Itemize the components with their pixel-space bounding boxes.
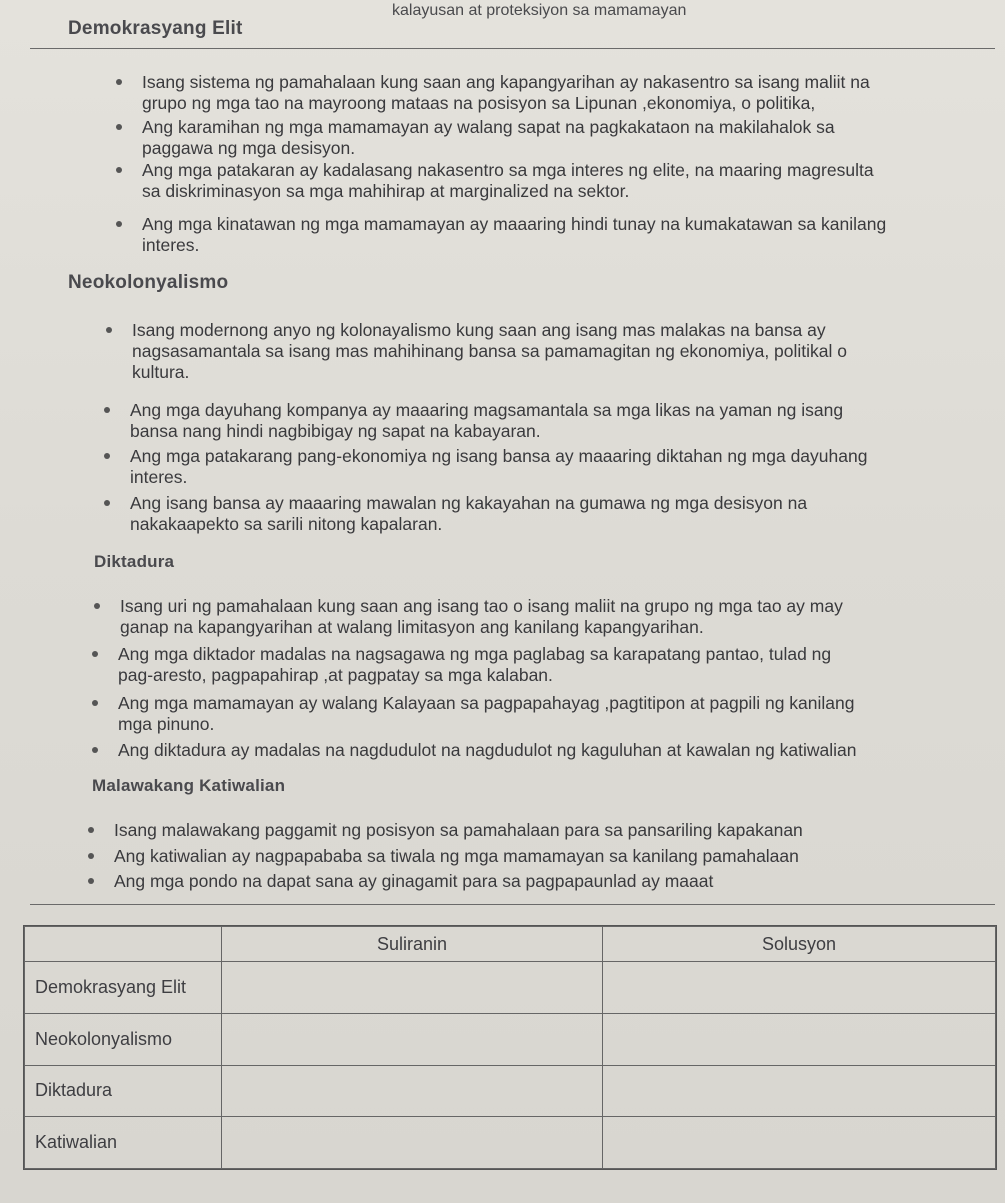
bullet-icon <box>116 167 122 173</box>
list-item: Isang uri ng pamahalaan kung saan ang isang tao o isang maliit na grupo ng mga tao ay may ganap na kapangyarihan at walang limitasyon ang kanilang kapangyarihan. <box>120 596 843 638</box>
list-item: Ang mga kinatawan ng mga mamamayan ay maaaring hindi tunay na kumakatawan sa kanilang interes. <box>142 214 886 256</box>
table-row <box>25 1013 996 1065</box>
suliranin-cell[interactable] <box>222 1013 603 1065</box>
list-item: Ang katiwalian ay nagpapababa sa tiwala ng mga mamamayan sa kanilang pamahalaan <box>114 846 799 867</box>
top-caption: kalayusan at proteksiyon sa mamamayan <box>392 2 687 19</box>
list-item: Isang malawakang paggamit ng posisyon sa pamahalaan para sa pansariling kapakanan <box>114 820 803 841</box>
list-item: Ang mga diktador madalas na nagsagawa ng mga paglabag sa karapatang pantao, tulad ng pag-aresto, pagpapahirap ,at pagpatay sa mga kalaban. <box>118 644 831 686</box>
bullet-icon <box>116 221 122 227</box>
table-header-blank <box>25 927 222 962</box>
bullet-icon <box>92 651 98 657</box>
list-item: Ang mga pondo na dapat sana ay ginagamit para sa pagpapaunlad ay maaat <box>114 871 713 892</box>
bullet-icon <box>94 603 100 609</box>
section-title-diktadura: Diktadura <box>94 552 175 571</box>
bullet-icon <box>88 878 94 884</box>
row-label: Diktadura <box>25 1065 222 1117</box>
section-title-neokolonyalismo: Neokolonyalismo <box>68 272 229 293</box>
row-label: Neokolonyalismo <box>25 1013 222 1065</box>
table-row <box>25 1065 996 1117</box>
list-item: Isang sistema ng pamahalaan kung saan ang kapangyarihan ay nakasentro sa isang maliit na grupo ng mga tao na mayroong mataas na posisyon sa Lipunan ,ekonomiya, o politika, <box>142 72 870 114</box>
bullet-icon <box>116 124 122 130</box>
bullet-icon <box>88 853 94 859</box>
solusyon-cell[interactable] <box>603 1013 996 1065</box>
bullet-icon <box>104 500 110 506</box>
list-item: Ang isang bansa ay maaaring mawalan ng kakayahan na gumawa ng mga desisyon na nakakaapekto sa sarili nitong kapalaran. <box>130 493 807 535</box>
bullet-icon <box>92 747 98 753</box>
row-label: Demokrasyang Elit <box>25 962 222 1014</box>
solusyon-cell[interactable] <box>603 962 996 1014</box>
list-item: Ang mga dayuhang kompanya ay maaaring magsamantala sa mga likas na yaman ng isang bansa nang hindi nagbibigay ng sapat na kabayaran. <box>130 400 843 442</box>
suliranin-cell[interactable] <box>222 1117 603 1169</box>
bullet-icon <box>116 79 122 85</box>
table-row <box>25 962 996 1014</box>
answer-table <box>23 925 997 1170</box>
bullet-icon <box>88 827 94 833</box>
list-item: Ang mga mamamayan ay walang Kalayaan sa pagpapahayag ,pagtitipon at pagpili ng kanilang mga pinuno. <box>118 693 854 735</box>
suliranin-cell[interactable] <box>222 962 603 1014</box>
bullet-icon <box>92 700 98 706</box>
list-item: Isang modernong anyo ng kolonayalismo kung saan ang isang mas malakas na bansa ay nagsasamantala sa isang mas mahihinang bansa sa pamamagitan ng ekonomiya, politikal o kultura. <box>132 320 847 383</box>
list-item: Ang mga patakarang pang-ekonomiya ng isang bansa ay maaaring diktahan ng mga dayuhang interes. <box>130 446 867 488</box>
list-item: Ang karamihan ng mga mamamayan ay walang sapat na pagkakataon na makilahalok sa paggawa ng mga desisyon. <box>142 117 835 159</box>
solusyon-cell[interactable] <box>603 1065 996 1117</box>
suliranin-cell[interactable] <box>222 1065 603 1117</box>
bullet-icon <box>106 327 112 333</box>
table-row <box>25 1117 996 1169</box>
bullet-icon <box>104 407 110 413</box>
section-title-demokrasyang-elit: Demokrasyang Elit <box>68 18 243 39</box>
solusyon-cell[interactable] <box>603 1117 996 1169</box>
row-label: Katiwalian <box>25 1117 222 1169</box>
section-title-malawakang-katiwalian: Malawakang Katiwalian <box>92 776 286 795</box>
table-header-row <box>25 927 996 962</box>
bullet-icon <box>104 453 110 459</box>
table-header-suliranin: Suliranin <box>222 927 603 962</box>
table-header-solusyon: Solusyon <box>603 927 996 962</box>
list-item: Ang mga patakaran ay kadalasang nakasentro sa mga interes ng elite, na maaring magresulta sa diskriminasyon sa mga mahihirap at marginalized na sektor. <box>142 160 874 202</box>
list-item: Ang diktadura ay madalas na nagdudulot na nagdudulot ng kaguluhan at kawalan ng katiwalian <box>118 740 856 761</box>
